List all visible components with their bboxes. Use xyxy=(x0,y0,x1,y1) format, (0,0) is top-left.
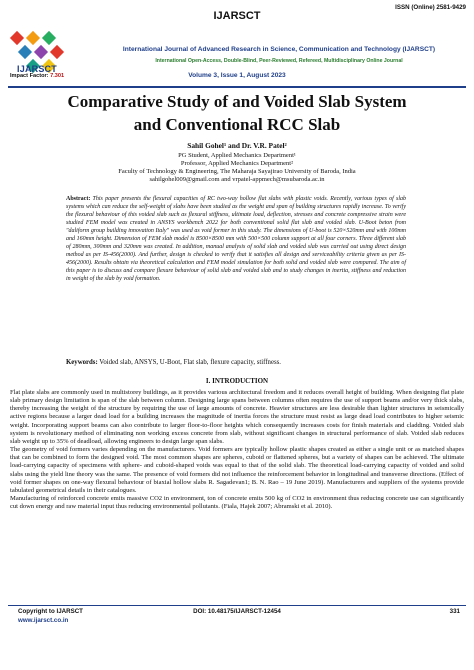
journal-meta-row xyxy=(0,72,474,86)
affiliation-3: Faculty of Technology & Engineering, The Maharaja Sayajirao University of Baroda, India xyxy=(118,168,356,175)
introduction-body xyxy=(10,389,464,511)
abstract-text: This paper presents the flexural capacities of RC two-way hollow flat slabs with plastic voids. Recently, various types of slab systems which can reduce the self-weight of slabs have been studied as the weight and span of building structures rapidly increase. To verify the flexural behaviour of this voided slab such as flexural stiffness, ultimate load, deflection, stresses and concrete compressive strain were studied FEM model was created in ANSYS workbench 2022 for both conventional solid flat slab and voided slab. U-Boot beton from "daliform group building innovation Italy" was used as void former in this study. The dimensions of U-boot is 520×520mm and with 100mm and 160mm height. Dimension of FEM slab model is 8500×8500 mm with 500×500 column support at all four corners. Three different slab of 280mm, 300mm and 320mm was created. In addition, manual analysis of solid slab and voided slab was carried out using direct design method as per IS-456(2000). And further, design is checked to verify that it satisfies all design and serviceability criteria given as per IS-456(2000). Results obtain via theoretical calculation and FEM model simulation for both solid and voided slab were compared. The aim of this paper is to discuss and compare flexure behaviour of solid slab and voided slab and to study changes in inertia, stiffness and reduction in weight of the slab by void formation. xyxy=(66,196,406,282)
keywords-label: Keywords: xyxy=(66,359,98,366)
website-link[interactable]: www.ijarsct.co.in xyxy=(18,617,69,624)
affiliation-2: Professor, Applied Mechanics Department² xyxy=(180,160,294,167)
title-line-2: and Conventional RCC Slab xyxy=(133,115,341,134)
impact-factor-label: Impact Factor: xyxy=(10,73,51,79)
page-footer xyxy=(0,608,474,628)
journal-short-name: IJARSCT xyxy=(213,10,261,22)
section-heading: I. INTRODUCTION xyxy=(205,377,269,385)
header-divider xyxy=(8,86,466,88)
copyright: Copyright to IJARSCT xyxy=(18,608,83,615)
author-emails: sahilgohel009@gmail.com and vrpatel-appmech@msubaroda.ac.in xyxy=(149,176,325,183)
paper-title xyxy=(20,90,454,136)
authors: Sahil Gohel¹ and Dr. V.R. Patel² xyxy=(187,141,287,150)
journal-tagline: International Open-Access, Double-Blind, Peer-Reviewed, Refereed, Multidisciplinary Online Journal xyxy=(155,58,403,64)
title-line-1: Comparative Study of and Voided Slab System xyxy=(67,92,407,111)
doi[interactable]: DOI: 10.48175/IJARSCT-12454 xyxy=(193,608,281,615)
journal-full-name: International Journal of Advanced Research in Science, Communication and Technology (IJARSCT) xyxy=(122,46,436,53)
footer-divider xyxy=(8,605,466,606)
paragraph: Manufacturing of reinforced concrete emits massive CO2 in environment, ton of concrete emits 500 kg of CO2 in environment thus reducing concrete use can significantly cut down energy and raw material input thus reducing environmental pollutants. (Fiala, Hajek 2007; Abramski et al. 2010). xyxy=(10,495,464,511)
impact-factor-value: 7.301 xyxy=(50,73,65,79)
abstract xyxy=(66,196,406,283)
paragraph: Flat plate slabs are commonly used in multistorey buildings, as it provides various architectural freedom and it reduces overall height of building. When designing flat plate slab primary design limitation is span of the slab between column. Designing large spans between columns often requires the use of support beams and/or very thick slabs, thereby increasing the weight of the structure by requiring the use of large amounts of concrete. Heavier structures are less desirable than lighter structures in seismically active regions because a larger dead load for a building increases the magnitude of inertia forces the structure must resist as large dead load contributes to higher seismic weight. Incorporating support beams can also contribute to larger floor-to-floor heights which consequently increases costs for finish materials and cladding. Voided slab system is revolutionary method of eliminating non working excess concrete from slab, without significant changes in structural performance of slab. Voided slab reduces slab weight up to 35% of deadload, allowing engineers to design large span slabs. xyxy=(10,389,464,445)
logo-wordmark: IJARSCT xyxy=(17,64,57,74)
abstract-label: Abstract: xyxy=(66,196,91,202)
keywords xyxy=(66,359,406,366)
keywords-text: Voided slab, ANSYS, U-Boot, Flat slab, flexure capacity, stiffness. xyxy=(97,359,281,366)
volume-issue: Volume 3, Issue 1, August 2023 xyxy=(188,72,286,79)
issn-label: ISSN (Online) 2581-9429 xyxy=(395,4,466,11)
journal-header xyxy=(0,0,474,100)
affiliation-1: PG Student, Applied Mechanics Department¹ xyxy=(178,152,296,159)
paragraph: The geometry of void formers varies depending on the manufacturers. Void formers are typically hollow plastic shapes created as either a single unit or as matched shapes that can be combined to form the designed void. The most common shapes are spheres, cuboid or flattened spheres, but a variety of shapes can be achieved. The ultimate load-carrying capacity of specimens with sphere- and cuboid-shaped voids was equal to that of the solid slab. The theoretical load-carrying capacity of voided and solid slabs using the yield line theory was the same. The presence of void formers did not influence the reinforcement behavior in longitudinal and transverse directions. (Effect of void former shapes on one-way flexural behaviour of biaxial hollow slabs R. Sagadevan1; B. N. Rao – 19 June 2019). Manufacturers and suppliers of the systems provide tabulated geometrical details in their catalogues. xyxy=(10,446,464,494)
page-number: 331 xyxy=(449,608,460,615)
